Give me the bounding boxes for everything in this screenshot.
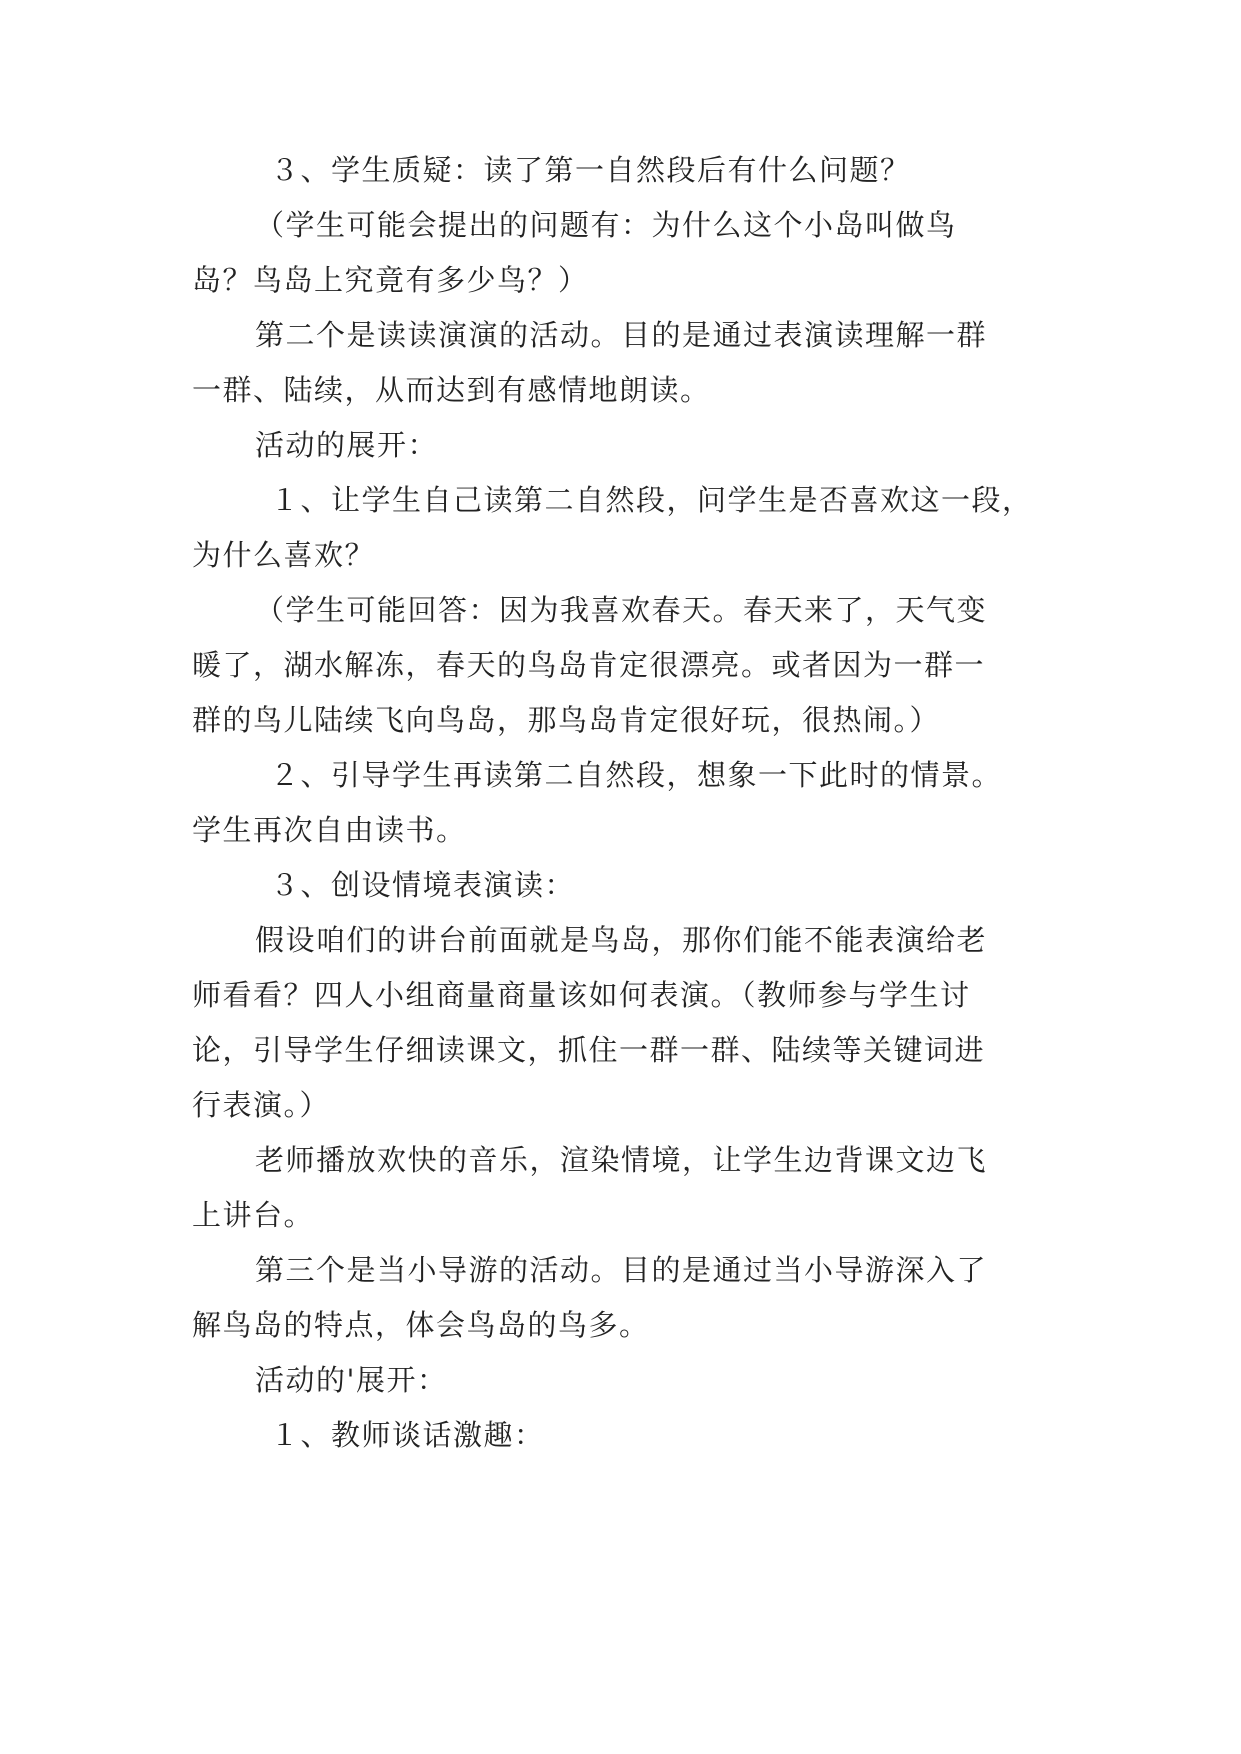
text-line: （学生可能会提出的问题有：为什么这个小岛叫做鸟 (255, 208, 957, 242)
text-line: １、教师谈话激趣： (270, 1418, 545, 1452)
text-line: 上讲台。 (192, 1198, 315, 1232)
text-line: ２、引导学生再读第二自然段，想象一下此时的情景。 (270, 758, 1003, 792)
text-line: （学生可能回答：因为我喜欢春天。春天来了，天气变 (255, 593, 988, 627)
text-line: ３、学生质疑：读了第一自然段后有什么问题？ (270, 153, 911, 187)
text-line: 活动的展开： (255, 428, 439, 462)
text-line: 第三个是当小导游的活动。目的是通过当小导游深入了 (255, 1253, 988, 1287)
text-line: 师看看？四人小组商量商量该如何表演。（教师参与学生讨 (192, 978, 971, 1012)
text-line: 活动的'展开： (255, 1363, 448, 1397)
text-line: 老师播放欢快的音乐，渲染情境，让学生边背课文边飞 (255, 1143, 988, 1177)
text-line: 假设咱们的讲台前面就是鸟岛，那你们能不能表演给老 (255, 923, 988, 957)
text-line: 群的鸟儿陆续飞向鸟岛，那鸟岛肯定很好玩，很热闹。） (192, 703, 941, 737)
text-line: 岛？鸟岛上究竟有多少鸟？） (192, 263, 589, 297)
text-line: 暖了，湖水解冻，春天的鸟岛肯定很漂亮。或者因为一群一 (192, 648, 986, 682)
text-line: ３、创设情境表演读： (270, 868, 576, 902)
text-line: 行表演。） (192, 1088, 331, 1122)
text-line: 第二个是读读演演的活动。目的是通过表演读理解一群 (255, 318, 988, 352)
text-line: 论，引导学生仔细读课文，抓住一群一群、陆续等关键词进 (192, 1033, 986, 1067)
text-line: １、让学生自己读第二自然段，问学生是否喜欢这一段， (270, 483, 1033, 517)
text-line: 为什么喜欢？ (192, 538, 376, 572)
text-line: 一群、陆续，从而达到有感情地朗读。 (192, 373, 711, 407)
text-line: 解鸟岛的特点，体会鸟岛的鸟多。 (192, 1308, 650, 1342)
text-line: 学生再次自由读书。 (192, 813, 467, 847)
